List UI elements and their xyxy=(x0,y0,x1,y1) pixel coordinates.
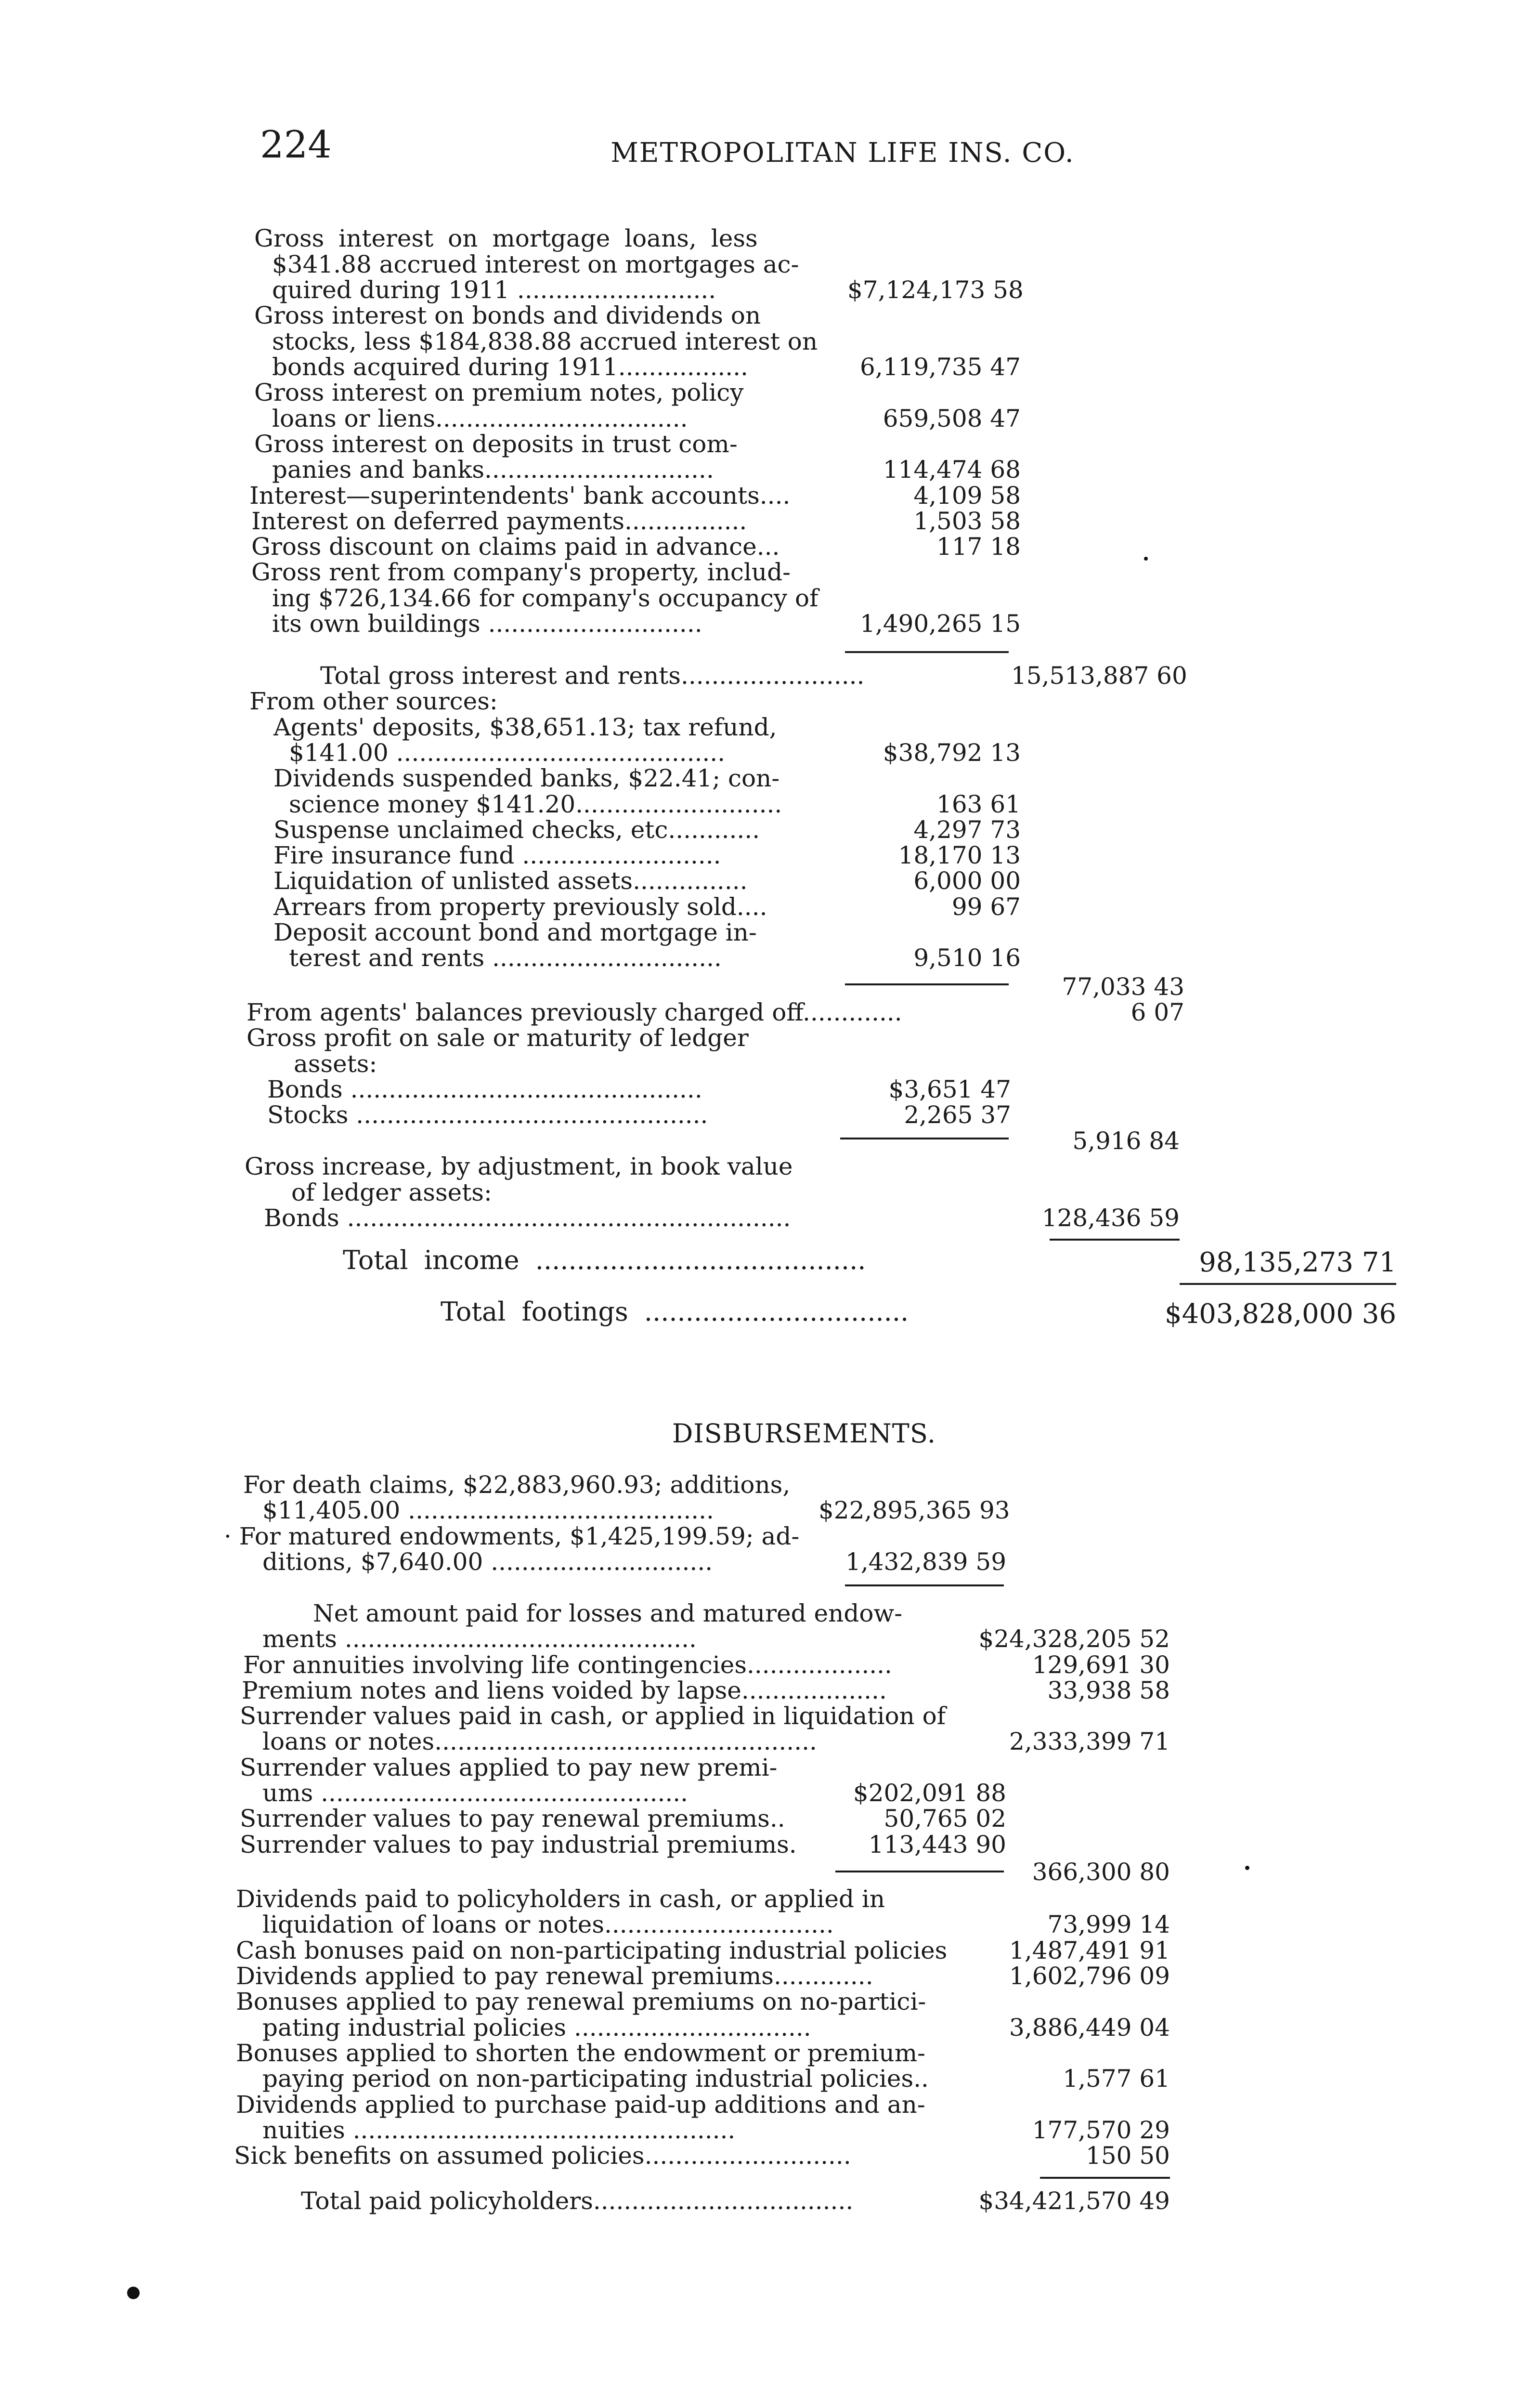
income-amount: 2,265 37 xyxy=(904,1101,1011,1129)
total-footings-label: Total footings ................................ xyxy=(441,1296,909,1327)
rule xyxy=(840,1138,1009,1139)
disbursement-line: Dividends paid to policyholders in cash, or applied in xyxy=(236,1885,885,1913)
disbursement-line: $11,405.00 ........................................ xyxy=(262,1496,714,1524)
disbursement-line: Bonuses applied to shorten the endowment or premium- xyxy=(236,2039,926,2067)
disbursement-line: Premium notes and liens voided by lapse................... xyxy=(242,1676,887,1704)
disbursement-subtotal: 3,886,449 04 xyxy=(1009,2014,1170,2042)
disbursement-line: Dividends applied to pay renewal premiums............. xyxy=(236,1962,873,1990)
disbursement-line: Cash bonuses paid on non-participating industrial policies xyxy=(236,1937,948,1964)
income-amount: 1,490,265 15 xyxy=(860,610,1021,638)
income-line: Deposit account bond and mortgage in- xyxy=(273,918,757,946)
income-subtotal: 128,436 59 xyxy=(1041,1204,1180,1232)
income-line: Dividends suspended banks, $22.41; con- xyxy=(273,764,780,792)
income-line: its own buildings ............................ xyxy=(272,610,702,638)
income-line: Gross interest on bonds and dividends on xyxy=(254,301,761,329)
income-line: Gross rent from company's property, includ- xyxy=(251,558,791,586)
disbursement-line: ums ................................................ xyxy=(262,1779,689,1807)
disbursement-subtotal: 1,602,796 09 xyxy=(1009,1962,1170,1990)
total-income-value: 98,135,273 71 xyxy=(1199,1247,1396,1278)
disbursement-subtotal: 177,570 29 xyxy=(1032,2116,1170,2144)
income-subtotal: 6 07 xyxy=(1130,998,1184,1026)
income-amount: $38,792 13 xyxy=(883,739,1021,767)
rule xyxy=(1050,1239,1180,1241)
scan-speck xyxy=(1245,1866,1249,1870)
disbursement-amount: 1,432,839 59 xyxy=(845,1548,1006,1576)
disbursement-line: Surrender values to pay renewal premiums.. xyxy=(240,1805,785,1832)
disbursement-subtotal: $24,328,205 52 xyxy=(978,1625,1170,1653)
disbursement-line: pating industrial policies ............................... xyxy=(262,2014,811,2042)
scan-speck xyxy=(1144,557,1148,561)
disbursement-subtotal: 73,999 14 xyxy=(1047,1911,1170,1938)
income-line: Stocks .............................................. xyxy=(267,1101,708,1129)
income-amount: 163 61 xyxy=(936,790,1021,818)
income-line: bonds acquired during 1911................. xyxy=(272,353,748,381)
disbursement-line: For death claims, $22,883,960.93; additions, xyxy=(243,1471,791,1499)
income-line: $341.88 accrued interest on mortgages ac- xyxy=(272,250,799,278)
income-line: Gross interest on premium notes, policy xyxy=(254,379,744,406)
income-line: stocks, less $184,838.88 accrued interest on xyxy=(272,327,818,355)
income-line: $141.00 ........................................... xyxy=(289,739,726,767)
income-line: of ledger assets: xyxy=(291,1178,492,1206)
income-amount: 6,000 00 xyxy=(913,867,1021,895)
disbursement-line: ments .............................................. xyxy=(262,1625,697,1653)
income-subtotal: 5,916 84 xyxy=(1072,1127,1180,1155)
disbursement-subtotal: 1,577 61 xyxy=(1063,2065,1170,2093)
rule xyxy=(845,651,1009,653)
income-subtotal: 77,033 43 xyxy=(1062,973,1184,1001)
income-amount: 6,119,735 47 xyxy=(860,353,1021,381)
disbursement-line: nuities .................................................. xyxy=(262,2116,736,2144)
total-paid-policyholders-label: Total paid policyholders.................................. xyxy=(301,2187,854,2215)
disbursement-subtotal: 2,333,399 71 xyxy=(1009,1727,1170,1755)
rule xyxy=(845,983,1009,985)
disbursement-line: loans or notes.................................................. xyxy=(262,1727,817,1755)
income-line: From other sources: xyxy=(249,687,498,715)
disbursement-line: For annuities involving life contingencies................... xyxy=(243,1651,892,1679)
income-line: Bonds .............................................. xyxy=(267,1075,702,1103)
income-amount: 659,508 47 xyxy=(883,405,1021,432)
income-amount: 4,297 73 xyxy=(913,816,1021,844)
disbursement-line: Dividends applied to purchase paid-up additions and an- xyxy=(236,2091,925,2119)
income-line: Gross profit on sale or maturity of ledger xyxy=(247,1024,749,1052)
income-amount: 9,510 16 xyxy=(913,944,1021,972)
disbursement-line: · For matured endowments, $1,425,199.59; ad- xyxy=(224,1522,800,1550)
income-line: terest and rents .............................. xyxy=(289,944,722,972)
income-line: Gross interest on mortgage loans, less xyxy=(254,224,758,252)
scan-speck xyxy=(127,2287,140,2299)
income-line: Fire insurance fund .......................... xyxy=(273,841,721,869)
income-amount: $7,124,173 58 xyxy=(847,276,1024,304)
income-amount: 117 18 xyxy=(936,533,1021,561)
income-line: Total gross interest and rents........................ xyxy=(320,662,865,690)
disbursement-line: Surrender values applied to pay new premi- xyxy=(240,1754,778,1781)
income-line: Suspense unclaimed checks, etc............ xyxy=(273,816,760,844)
income-line: Interest—superintendents' bank accounts.... xyxy=(249,482,791,510)
disbursement-line: Net amount paid for losses and matured endow- xyxy=(313,1599,903,1627)
income-line: Agents' deposits, $38,651.13; tax refund, xyxy=(273,713,777,741)
disbursement-line: paying period on non-participating industrial policies.. xyxy=(262,2065,929,2093)
total-paid-policyholders-value: $34,421,570 49 xyxy=(978,2187,1170,2215)
income-line: Gross increase, by adjustment, in book value xyxy=(245,1152,793,1180)
income-line: assets: xyxy=(294,1050,377,1078)
disbursement-amount: $202,091 88 xyxy=(853,1779,1006,1807)
income-line: Arrears from property previously sold.... xyxy=(273,893,767,921)
page-number: 224 xyxy=(260,123,332,167)
disbursement-line: Surrender values to pay industrial premiums. xyxy=(240,1831,797,1858)
disbursement-line: ditions, $7,640.00 ............................. xyxy=(262,1548,713,1576)
income-line: quired during 1911 .......................... xyxy=(272,276,716,304)
running-title: METROPOLITAN LIFE INS. CO. xyxy=(611,137,1075,169)
disbursement-line: Bonuses applied to pay renewal premiums on no-partici- xyxy=(236,1988,926,2015)
disbursement-amount: $22,895,365 93 xyxy=(818,1496,1010,1524)
rule xyxy=(1040,2177,1170,2179)
disbursement-amount: 50,765 02 xyxy=(883,1805,1006,1832)
disbursement-line: Sick benefits on assumed policies........................... xyxy=(234,2142,851,2170)
disbursement-subtotal: 129,691 30 xyxy=(1032,1651,1170,1679)
disbursement-line: Surrender values paid in cash, or applied in liquidation of xyxy=(240,1702,946,1730)
income-line: Bonds .......................................................... xyxy=(264,1204,791,1232)
income-line: Gross discount on claims paid in advance... xyxy=(251,533,780,561)
income-amount: 99 67 xyxy=(951,893,1021,921)
income-line: Gross interest on deposits in trust com- xyxy=(254,430,738,458)
total-footings-value: $403,828,000 36 xyxy=(1165,1298,1396,1330)
income-line: panies and banks.............................. xyxy=(272,456,714,484)
income-line: ing $726,134.66 for company's occupancy of xyxy=(272,584,818,612)
rule xyxy=(1180,1283,1396,1285)
income-amount: 114,474 68 xyxy=(883,456,1021,484)
disbursement-subtotal: 150 50 xyxy=(1086,2142,1170,2170)
income-line: science money $141.20........................... xyxy=(289,790,782,818)
disbursement-subtotal: 1,487,491 91 xyxy=(1009,1937,1170,1964)
total-income-label: Total income ........................................ xyxy=(343,1245,866,1275)
income-line: From agents' balances previously charged off............. xyxy=(247,998,902,1026)
section-heading: DISBURSEMENTS. xyxy=(672,1418,936,1449)
disbursement-subtotal: 366,300 80 xyxy=(1032,1858,1170,1886)
income-subtotal: 15,513,887 60 xyxy=(1011,662,1187,690)
income-amount: 18,170 13 xyxy=(898,841,1021,869)
income-amount: 1,503 58 xyxy=(913,507,1021,535)
income-amount: 4,109 58 xyxy=(913,482,1021,510)
income-line: Interest on deferred payments................ xyxy=(251,507,747,535)
income-line: loans or liens................................. xyxy=(272,405,688,432)
disbursement-subtotal: 33,938 58 xyxy=(1047,1676,1170,1704)
rule xyxy=(845,1584,1004,1586)
disbursement-line: liquidation of loans or notes.............................. xyxy=(262,1911,834,1938)
income-amount: $3,651 47 xyxy=(888,1075,1011,1103)
income-line: Liquidation of unlisted assets............... xyxy=(273,867,748,895)
disbursement-amount: 113,443 90 xyxy=(868,1831,1006,1858)
